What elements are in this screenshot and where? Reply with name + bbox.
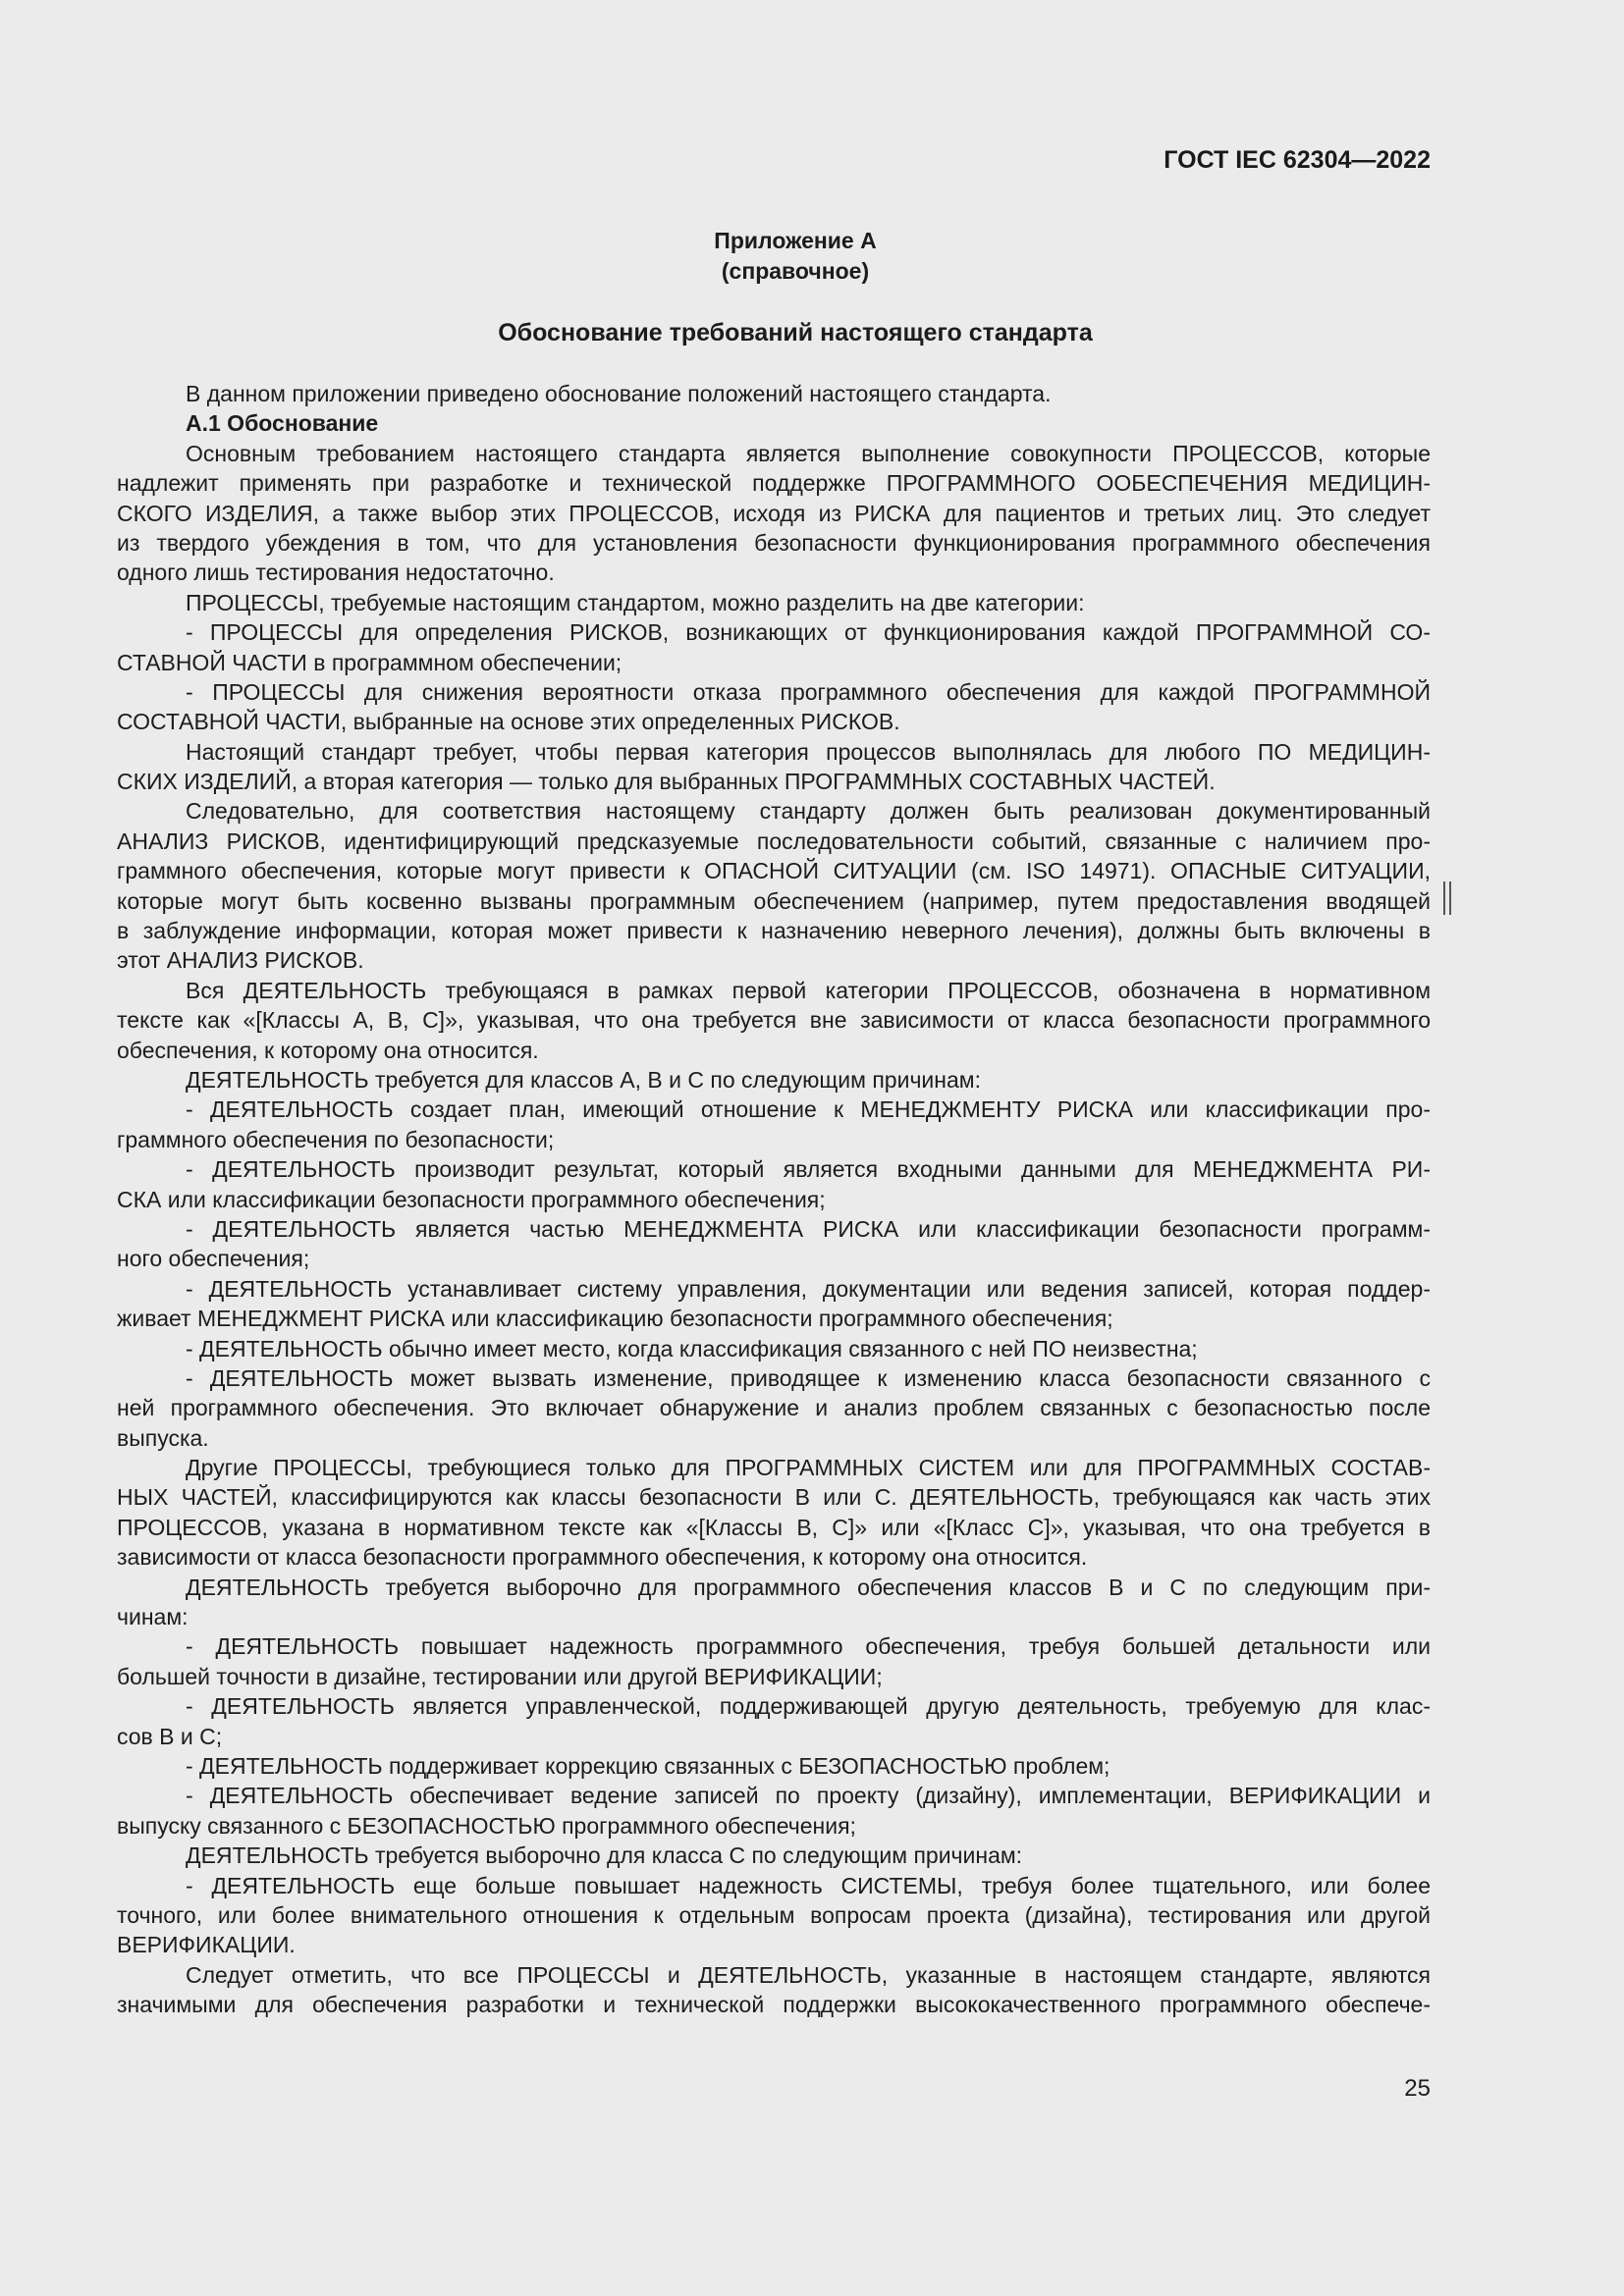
text-line: - ДЕЯТЕЛЬНОСТЬ устанавливает систему управления, документации или ведения записей, которая поддер- bbox=[186, 1275, 1431, 1302]
text-line: сов В и С; bbox=[117, 1723, 223, 1749]
text-line: СКИХ ИЗДЕЛИЙ, а вторая категория — только для выбранных ПРОГРАММНЫХ СОСТАВНЫХ ЧАСТЕЙ. bbox=[117, 769, 1216, 795]
text-line: ней программного обеспечения. Это включает обнаружение и анализ проблем связанных с безопасностью после bbox=[117, 1395, 1431, 1421]
text-line: - ДЕЯТЕЛЬНОСТЬ поддерживает коррекцию связанных с БЕЗОПАСНОСТЬЮ проблем; bbox=[186, 1752, 1110, 1779]
text-line: Следует отметить, что все ПРОЦЕССЫ и ДЕЯТЕЛЬНОСТЬ, указанные в настоящем стандарте, являются bbox=[186, 1961, 1431, 1988]
text-line: живает МЕНЕДЖМЕНТ РИСКА или классификацию безопасности программного обеспечения; bbox=[117, 1306, 1113, 1332]
text-line: ДЕЯТЕЛЬНОСТЬ требуется для классов А, В и С по следующим причинам: bbox=[186, 1066, 981, 1093]
text-line: одного лишь тестирования недостаточно. bbox=[117, 560, 555, 586]
text-line: из твердого убеждения в том, что для установления безопасности функционирования программного обеспечения bbox=[117, 529, 1431, 556]
section-title: Обоснование требований настоящего стандарта bbox=[498, 319, 1093, 347]
text-line: обеспечения, к которому она относится. bbox=[117, 1037, 539, 1063]
text-line: граммного обеспечения по безопасности; bbox=[117, 1126, 555, 1152]
text-line: ДЕЯТЕЛЬНОСТЬ требуется выборочно для класса С по следующим причинам: bbox=[186, 1842, 1023, 1869]
text-line: ПРОЦЕССОВ, указана в нормативном тексте как «[Классы В, С]» или «[Класс С]», указывая, что она требуется в bbox=[117, 1514, 1431, 1540]
text-line: граммного обеспечения, которые могут привести к ОПАСНОЙ СИТУАЦИИ (см. ISO 14971). ОПАСНЫЕ СИТУАЦИИ, bbox=[117, 858, 1431, 884]
text-line: выпуску связанного с БЕЗОПАСНОСТЬЮ программного обеспечения; bbox=[117, 1812, 856, 1839]
body-text bbox=[117, 379, 1431, 2019]
text-line: СТАВНОЙ ЧАСТИ в программном обеспечении; bbox=[117, 649, 623, 675]
text-line: ВЕРИФИКАЦИИ. bbox=[117, 1932, 296, 1958]
text-line: надлежит применять при разработке и технической поддержке ПРОГРАММНОГО ООБЕСПЕЧЕНИЯ МЕДИЦИН- bbox=[117, 470, 1431, 497]
text-line: в заблуждение информации, которая может привести к назначению неверного лечения), должны быть включены в bbox=[117, 918, 1431, 944]
text-line: АНАЛИЗ РИСКОВ, идентифицирующий предсказуемые последовательности событий, связанные с наличием про- bbox=[117, 828, 1431, 854]
text-line: - ДЕЯТЕЛЬНОСТЬ создает план, имеющий отношение к МЕНЕДЖМЕНТУ РИСКА или классификации про- bbox=[186, 1096, 1431, 1123]
text-line: - ДЕЯТЕЛЬНОСТЬ может вызвать изменение, приводящее к изменению класса безопасности связанного с bbox=[186, 1364, 1431, 1391]
text-line: ного обеспечения; bbox=[117, 1246, 310, 1272]
text-line: СКА или классификации безопасности программного обеспечения; bbox=[117, 1186, 826, 1212]
page-number: 25 bbox=[1404, 2075, 1431, 2102]
text-line: - ДЕЯТЕЛЬНОСТЬ еще больше повышает надежность СИСТЕМЫ, требуя более тщательного, или более bbox=[186, 1872, 1431, 1898]
text-line: - ДЕЯТЕЛЬНОСТЬ производит результат, который является входными данными для МЕНЕДЖМЕНТА РИ- bbox=[186, 1156, 1431, 1183]
text-line: - ПРОЦЕССЫ для снижения вероятности отказа программного обеспечения для каждой ПРОГРАММНОЙ bbox=[186, 678, 1431, 705]
text-line: - ПРОЦЕССЫ для определения РИСКОВ, возникающих от функционирования каждой ПРОГРАММНОЙ СО- bbox=[186, 619, 1431, 646]
text-line: - ДЕЯТЕЛЬНОСТЬ повышает надежность программного обеспечения, требуя большей детальности или bbox=[186, 1633, 1431, 1660]
text-line: Другие ПРОЦЕССЫ, требующиеся только для ПРОГРАММНЫХ СИСТЕМ или для ПРОГРАММНЫХ СОСТАВ- bbox=[186, 1455, 1431, 1481]
text-line: ПРОЦЕССЫ, требуемые настоящим стандартом, можно разделить на две категории: bbox=[186, 589, 1085, 615]
text-line: тексте как «[Классы А, В, С]», указывая, что она требуется вне зависимости от класса безопасности программного bbox=[117, 1007, 1431, 1034]
text-line: - ДЕЯТЕЛЬНОСТЬ является частью МЕНЕДЖМЕНТА РИСКА или классификации безопасности программ- bbox=[186, 1215, 1431, 1242]
subsection-heading: А.1 Обоснование bbox=[186, 410, 379, 437]
appendix-title: Приложение А bbox=[714, 228, 877, 253]
text-line: точного, или более внимательного отношения к отдельным вопросам проекта (дизайна), тестирования или другой bbox=[117, 1901, 1431, 1928]
text-line: Следовательно, для соответствия настоящему стандарту должен быть реализован документированный bbox=[186, 798, 1431, 825]
appendix-subtitle: (справочное) bbox=[721, 258, 870, 284]
text-line: ДЕЯТЕЛЬНОСТЬ требуется выборочно для программного обеспечения классов В и С по следующим при- bbox=[186, 1574, 1431, 1600]
text-line: В данном приложении приведено обоснование положений настоящего стандарта. bbox=[186, 381, 1052, 406]
text-line: СКОГО ИЗДЕЛИЯ, а также выбор этих ПРОЦЕССОВ, исходя из РИСКА для пациентов и третьих лиц. Это следует bbox=[117, 500, 1431, 526]
text-line: - ДЕЯТЕЛЬНОСТЬ обеспечивает ведение записей по проекту (дизайну), имплементации, ВЕРИФИКАЦИИ и bbox=[186, 1783, 1431, 1809]
text-line: значимыми для обеспечения разработки и технической поддержки высококачественного программного обеспече- bbox=[117, 1992, 1431, 2018]
text-line: выпуска. bbox=[117, 1424, 209, 1451]
text-line: - ДЕЯТЕЛЬНОСТЬ обычно имеет место, когда классификация связанного с ней ПО неизвестна; bbox=[186, 1335, 1198, 1362]
text-line: Основным требованием настоящего стандарта является выполнение совокупности ПРОЦЕССОВ, которые bbox=[186, 440, 1431, 466]
change-marker bbox=[1443, 881, 1451, 915]
standard-code-header: ГОСТ IEC 62304—2022 bbox=[1164, 146, 1431, 174]
text-line: СОСТАВНОЙ ЧАСТИ, выбранные на основе этих определенных РИСКОВ. bbox=[117, 709, 900, 735]
text-line: большей точности в дизайне, тестировании или другой ВЕРИФИКАЦИИ; bbox=[117, 1663, 883, 1689]
text-line: которые могут быть косвенно вызваны программным обеспечением (например, путем предоставления вводящей bbox=[117, 887, 1431, 914]
text-line: НЫХ ЧАСТЕЙ, классифицируются как классы безопасности В или С. ДЕЯТЕЛЬНОСТЬ, требующаяся как часть этих bbox=[117, 1484, 1431, 1511]
text-line: - ДЕЯТЕЛЬНОСТЬ является управленческой, поддерживающей другую деятельность, требуемую для клас- bbox=[186, 1693, 1431, 1720]
text-line: зависимости от класса безопасности программного обеспечения, к которому она относится. bbox=[117, 1544, 1088, 1571]
text-line: Вся ДЕЯТЕЛЬНОСТЬ требующаяся в рамках первой категории ПРОЦЕССОВ, обозначена в нормативном bbox=[186, 977, 1431, 1003]
text-line: Настоящий стандарт требует, чтобы первая категория процессов выполнялась для любого ПО МЕДИЦИН- bbox=[186, 738, 1431, 765]
text-line: чинам: bbox=[117, 1604, 189, 1630]
text-line: этот АНАЛИЗ РИСКОВ. bbox=[117, 947, 364, 974]
